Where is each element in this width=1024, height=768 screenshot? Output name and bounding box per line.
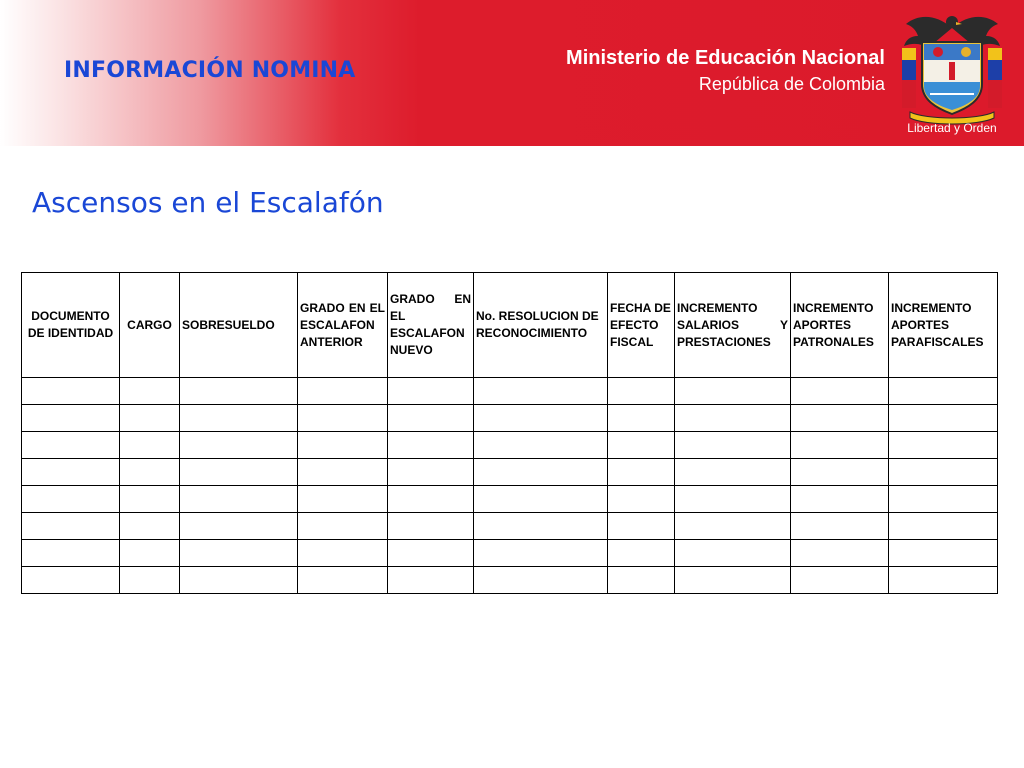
section-title: INFORMACIÓN NOMINA <box>64 58 356 83</box>
table-cell[interactable] <box>675 486 791 513</box>
table-cell[interactable] <box>608 378 675 405</box>
table-cell[interactable] <box>474 432 608 459</box>
table-cell[interactable] <box>675 378 791 405</box>
table-cell[interactable] <box>889 486 998 513</box>
column-header-incremento-salarios: INCREMENTO SALARIOS Y PRESTACIONES <box>675 273 791 378</box>
table-cell[interactable] <box>608 567 675 594</box>
table-cell[interactable] <box>675 513 791 540</box>
table-cell[interactable] <box>388 405 474 432</box>
colombia-coat-of-arms-icon <box>896 8 1008 138</box>
table-cell[interactable] <box>388 432 474 459</box>
table-cell[interactable] <box>608 540 675 567</box>
table-cell[interactable] <box>388 540 474 567</box>
table-row <box>22 486 998 513</box>
table-cell[interactable] <box>388 459 474 486</box>
table-cell[interactable] <box>180 567 298 594</box>
table-cell[interactable] <box>474 567 608 594</box>
table-cell[interactable] <box>120 378 180 405</box>
table-cell[interactable] <box>180 459 298 486</box>
header-banner <box>0 0 1024 146</box>
table-cell[interactable] <box>608 513 675 540</box>
table-cell[interactable] <box>120 405 180 432</box>
table-cell[interactable] <box>22 513 120 540</box>
table-cell[interactable] <box>675 405 791 432</box>
table-cell[interactable] <box>791 432 889 459</box>
table-cell[interactable] <box>889 378 998 405</box>
column-header-grado-anterior: GRADO EN EL ESCALAFON ANTERIOR <box>298 273 388 378</box>
table-cell[interactable] <box>298 432 388 459</box>
table-row <box>22 540 998 567</box>
table-cell[interactable] <box>675 567 791 594</box>
table-row <box>22 378 998 405</box>
table-cell[interactable] <box>388 567 474 594</box>
table-cell[interactable] <box>791 459 889 486</box>
table-cell[interactable] <box>675 540 791 567</box>
table-cell[interactable] <box>474 459 608 486</box>
table-cell[interactable] <box>388 513 474 540</box>
country-name: República de Colombia <box>698 74 885 94</box>
column-header-sobresueldo: SOBRESUELDO <box>180 273 298 378</box>
table-cell[interactable] <box>791 513 889 540</box>
column-header-resolucion: No. RESOLUCION DE RECONOCIMIENTO <box>474 273 608 378</box>
table-cell[interactable] <box>180 405 298 432</box>
table-cell[interactable] <box>298 513 388 540</box>
ministry-block <box>566 44 885 96</box>
table-cell[interactable] <box>791 405 889 432</box>
table-cell[interactable] <box>388 486 474 513</box>
column-header-fecha-efecto: FECHA DE EFECTO FISCAL <box>608 273 675 378</box>
table-cell[interactable] <box>180 540 298 567</box>
table-cell[interactable] <box>298 405 388 432</box>
column-header-cargo: CARGO <box>120 273 180 378</box>
table-cell[interactable] <box>675 459 791 486</box>
table-cell[interactable] <box>22 486 120 513</box>
table-cell[interactable] <box>889 405 998 432</box>
table-row <box>22 459 998 486</box>
table-cell[interactable] <box>298 540 388 567</box>
table-cell[interactable] <box>608 405 675 432</box>
table-cell[interactable] <box>22 567 120 594</box>
table-cell[interactable] <box>791 378 889 405</box>
promotions-table <box>21 272 998 594</box>
table-cell[interactable] <box>180 432 298 459</box>
column-header-incremento-parafiscales: INCREMENTO APORTES PARAFISCALES <box>889 273 998 378</box>
table-cell[interactable] <box>298 486 388 513</box>
table-cell[interactable] <box>675 432 791 459</box>
table-cell[interactable] <box>608 432 675 459</box>
table-cell[interactable] <box>608 486 675 513</box>
table-cell[interactable] <box>180 486 298 513</box>
page-title: Ascensos en el Escalafón <box>32 186 384 219</box>
table-cell[interactable] <box>22 540 120 567</box>
table-cell[interactable] <box>889 540 998 567</box>
table-cell[interactable] <box>474 378 608 405</box>
table-cell[interactable] <box>791 540 889 567</box>
table-cell[interactable] <box>298 567 388 594</box>
table-cell[interactable] <box>22 378 120 405</box>
table-cell[interactable] <box>120 486 180 513</box>
column-header-grado-nuevo: GRADO EN EL ESCALAFON NUEVO <box>388 273 474 378</box>
table-cell[interactable] <box>474 513 608 540</box>
table-cell[interactable] <box>120 567 180 594</box>
table-cell[interactable] <box>120 459 180 486</box>
table-cell[interactable] <box>889 513 998 540</box>
table-row <box>22 567 998 594</box>
ministry-name: Ministerio de Educación Nacional <box>566 47 885 69</box>
seal-motto: Libertad y Orden <box>907 121 997 135</box>
table-cell[interactable] <box>889 432 998 459</box>
table-cell[interactable] <box>180 513 298 540</box>
table-cell[interactable] <box>120 432 180 459</box>
table-cell[interactable] <box>120 540 180 567</box>
table-cell[interactable] <box>791 486 889 513</box>
table-cell[interactable] <box>474 540 608 567</box>
table-cell[interactable] <box>180 378 298 405</box>
table-cell[interactable] <box>889 567 998 594</box>
table-row <box>22 513 998 540</box>
table-cell[interactable] <box>889 459 998 486</box>
table-cell[interactable] <box>298 378 388 405</box>
table-cell[interactable] <box>22 405 120 432</box>
table-header-row <box>22 273 998 378</box>
table-cell[interactable] <box>791 567 889 594</box>
column-header-incremento-patronales: INCREMENTO APORTES PATRONALES <box>791 273 889 378</box>
table-cell[interactable] <box>608 459 675 486</box>
table-cell[interactable] <box>474 405 608 432</box>
table-cell[interactable] <box>388 378 474 405</box>
column-header-documento: DOCUMENTO DE IDENTIDAD <box>22 273 120 378</box>
table-cell[interactable] <box>474 486 608 513</box>
table-row <box>22 405 998 432</box>
table-cell[interactable] <box>22 432 120 459</box>
table-row <box>22 432 998 459</box>
table-cell[interactable] <box>298 459 388 486</box>
table-cell[interactable] <box>22 459 120 486</box>
table-cell[interactable] <box>120 513 180 540</box>
